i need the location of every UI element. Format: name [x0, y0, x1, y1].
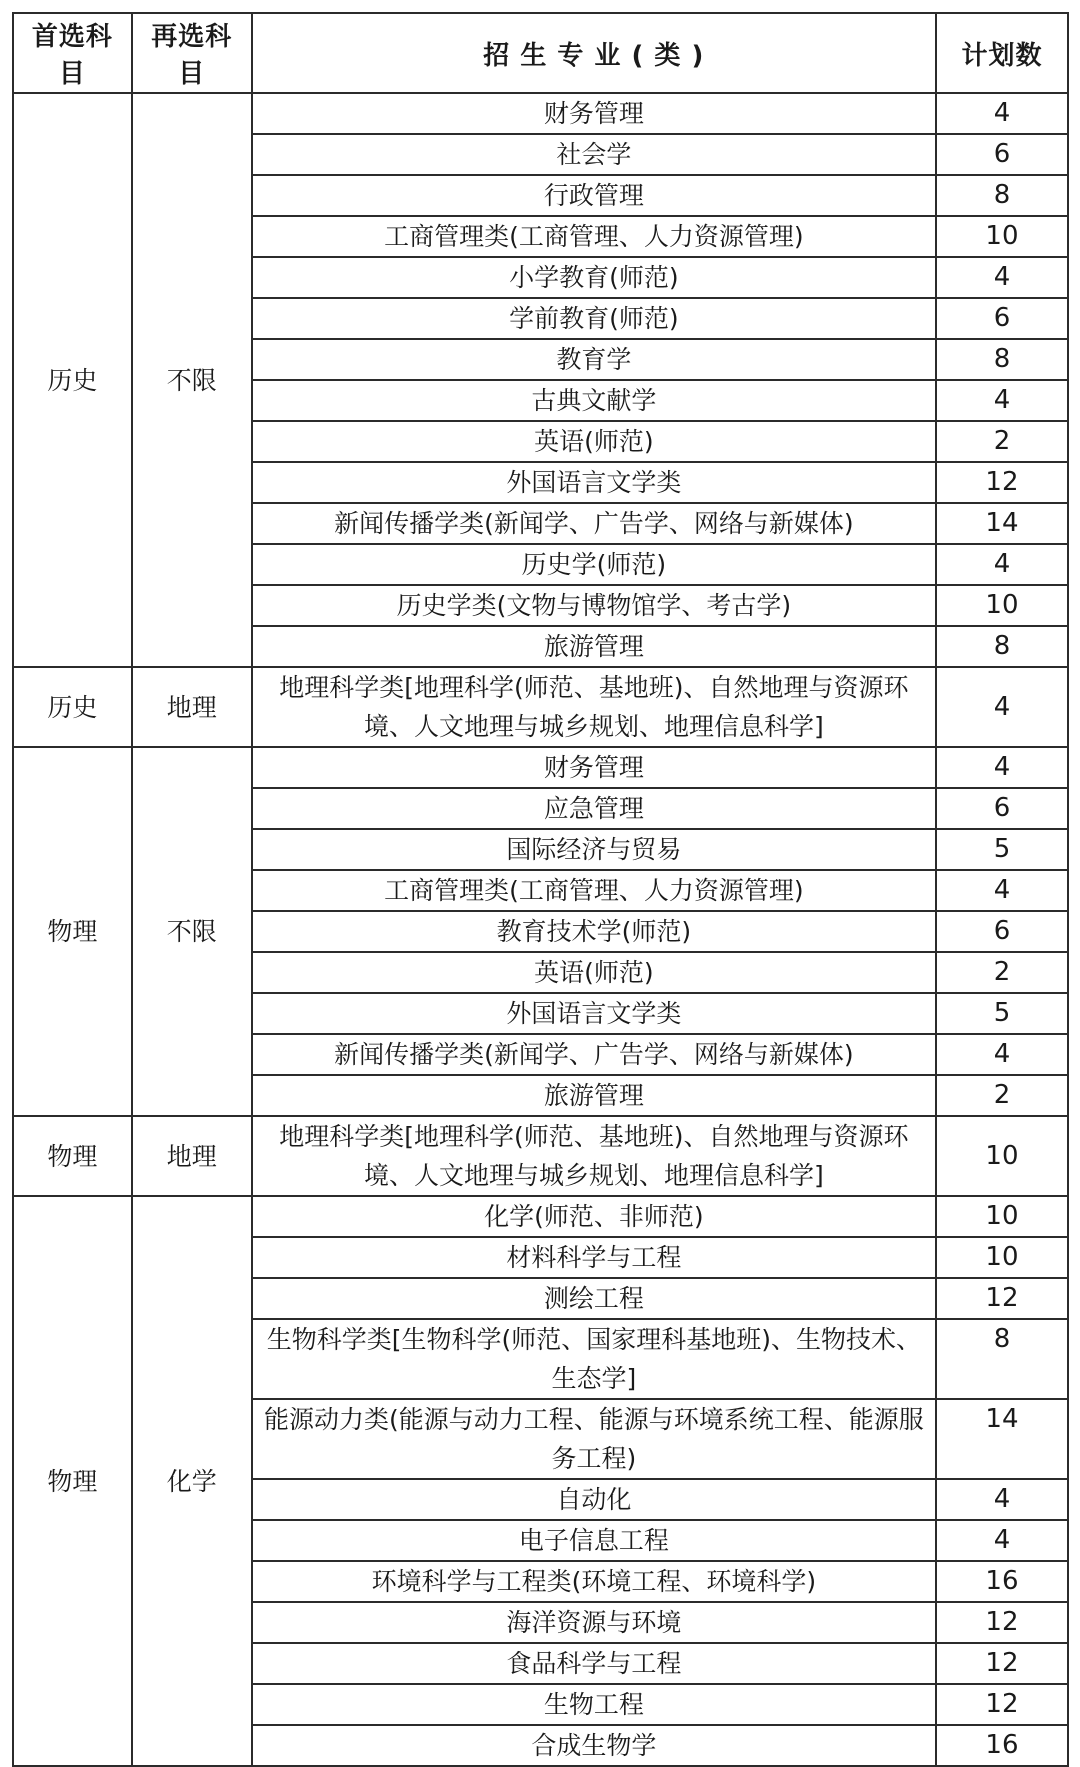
plan-count-cell: 8: [936, 339, 1068, 380]
plan-count-cell: 12: [936, 462, 1068, 503]
plan-count-cell: 4: [936, 257, 1068, 298]
plan-count-cell: 4: [936, 1034, 1068, 1075]
plan-count-cell: 14: [936, 503, 1068, 544]
plan-count-cell: 14: [936, 1399, 1068, 1479]
plan-count-cell: 12: [936, 1684, 1068, 1725]
header-second-subject: 再选科目: [132, 13, 252, 93]
major-cell: 古典文献学: [252, 380, 936, 421]
major-cell: 教育学: [252, 339, 936, 380]
major-cell: 历史学(师范): [252, 544, 936, 585]
major-cell: 旅游管理: [252, 626, 936, 667]
enrollment-plan-table: [12, 12, 1069, 1767]
major-cell: 财务管理: [252, 93, 936, 134]
second-subject-cell: 地理: [132, 1116, 252, 1196]
major-cell: 能源动力类(能源与动力工程、能源与环境系统工程、能源服务工程): [252, 1399, 936, 1479]
major-cell: 学前教育(师范): [252, 298, 936, 339]
table-row: [13, 1196, 1068, 1237]
second-subject-cell: 不限: [132, 93, 252, 667]
major-cell: 工商管理类(工商管理、人力资源管理): [252, 216, 936, 257]
plan-count-cell: 12: [936, 1602, 1068, 1643]
table-row: [13, 747, 1068, 788]
table-row: [13, 667, 1068, 747]
major-cell: 外国语言文学类: [252, 993, 936, 1034]
major-cell: 食品科学与工程: [252, 1643, 936, 1684]
plan-count-cell: 4: [936, 747, 1068, 788]
major-cell: 海洋资源与环境: [252, 1602, 936, 1643]
table-row: [13, 1116, 1068, 1196]
plan-count-cell: 4: [936, 380, 1068, 421]
plan-count-cell: 10: [936, 585, 1068, 626]
plan-count-cell: 12: [936, 1643, 1068, 1684]
major-cell: 历史学类(文物与博物馆学、考古学): [252, 585, 936, 626]
plan-count-cell: 6: [936, 911, 1068, 952]
plan-count-cell: 4: [936, 544, 1068, 585]
plan-count-cell: 10: [936, 216, 1068, 257]
major-cell: 英语(师范): [252, 421, 936, 462]
first-subject-cell: 物理: [13, 1116, 132, 1196]
major-cell: 社会学: [252, 134, 936, 175]
major-cell: 生物工程: [252, 1684, 936, 1725]
major-cell: 电子信息工程: [252, 1520, 936, 1561]
major-cell: 地理科学类[地理科学(师范、基地班)、自然地理与资源环境、人文地理与城乡规划、地理信息科学]: [252, 1116, 936, 1196]
plan-count-cell: 4: [936, 93, 1068, 134]
plan-count-cell: 12: [936, 1278, 1068, 1319]
plan-count-cell: 4: [936, 870, 1068, 911]
second-subject-cell: 地理: [132, 667, 252, 747]
plan-count-cell: 6: [936, 788, 1068, 829]
header-plan-count: 计划数: [936, 13, 1068, 93]
first-subject-cell: 历史: [13, 667, 132, 747]
plan-count-cell: 4: [936, 1520, 1068, 1561]
plan-count-cell: 10: [936, 1196, 1068, 1237]
major-cell: 化学(师范、非师范): [252, 1196, 936, 1237]
plan-count-cell: 2: [936, 421, 1068, 462]
major-cell: 测绘工程: [252, 1278, 936, 1319]
plan-count-cell: 2: [936, 952, 1068, 993]
major-cell: 应急管理: [252, 788, 936, 829]
major-cell: 国际经济与贸易: [252, 829, 936, 870]
first-subject-cell: 物理: [13, 747, 132, 1116]
major-cell: 外国语言文学类: [252, 462, 936, 503]
plan-count-cell: 16: [936, 1561, 1068, 1602]
major-cell: 行政管理: [252, 175, 936, 216]
major-cell: 自动化: [252, 1479, 936, 1520]
major-cell: 小学教育(师范): [252, 257, 936, 298]
major-cell: 教育技术学(师范): [252, 911, 936, 952]
first-subject-cell: 历史: [13, 93, 132, 667]
plan-count-cell: 6: [936, 134, 1068, 175]
major-cell: 材料科学与工程: [252, 1237, 936, 1278]
header-major: 招 生 专 业 ( 类 ): [252, 13, 936, 93]
plan-count-cell: 10: [936, 1116, 1068, 1196]
major-cell: 环境科学与工程类(环境工程、环境科学): [252, 1561, 936, 1602]
header-row: [13, 13, 1068, 93]
major-cell: 工商管理类(工商管理、人力资源管理): [252, 870, 936, 911]
plan-count-cell: 5: [936, 829, 1068, 870]
plan-count-cell: 8: [936, 175, 1068, 216]
plan-count-cell: 16: [936, 1725, 1068, 1766]
plan-count-cell: 8: [936, 626, 1068, 667]
major-cell: 生物科学类[生物科学(师范、国家理科基地班)、生物技术、生态学]: [252, 1319, 936, 1399]
table-row: [13, 93, 1068, 134]
major-cell: 旅游管理: [252, 1075, 936, 1116]
table-body: [13, 93, 1068, 1766]
plan-count-cell: 4: [936, 667, 1068, 747]
major-cell: 地理科学类[地理科学(师范、基地班)、自然地理与资源环境、人文地理与城乡规划、地理信息科学]: [252, 667, 936, 747]
plan-count-cell: 5: [936, 993, 1068, 1034]
major-cell: 英语(师范): [252, 952, 936, 993]
second-subject-cell: 化学: [132, 1196, 252, 1766]
first-subject-cell: 物理: [13, 1196, 132, 1766]
plan-count-cell: 8: [936, 1319, 1068, 1399]
major-cell: 新闻传播学类(新闻学、广告学、网络与新媒体): [252, 503, 936, 544]
plan-count-cell: 10: [936, 1237, 1068, 1278]
header-first-subject: 首选科目: [13, 13, 132, 93]
plan-count-cell: 2: [936, 1075, 1068, 1116]
plan-count-cell: 6: [936, 298, 1068, 339]
major-cell: 新闻传播学类(新闻学、广告学、网络与新媒体): [252, 1034, 936, 1075]
second-subject-cell: 不限: [132, 747, 252, 1116]
major-cell: 财务管理: [252, 747, 936, 788]
major-cell: 合成生物学: [252, 1725, 936, 1766]
plan-count-cell: 4: [936, 1479, 1068, 1520]
